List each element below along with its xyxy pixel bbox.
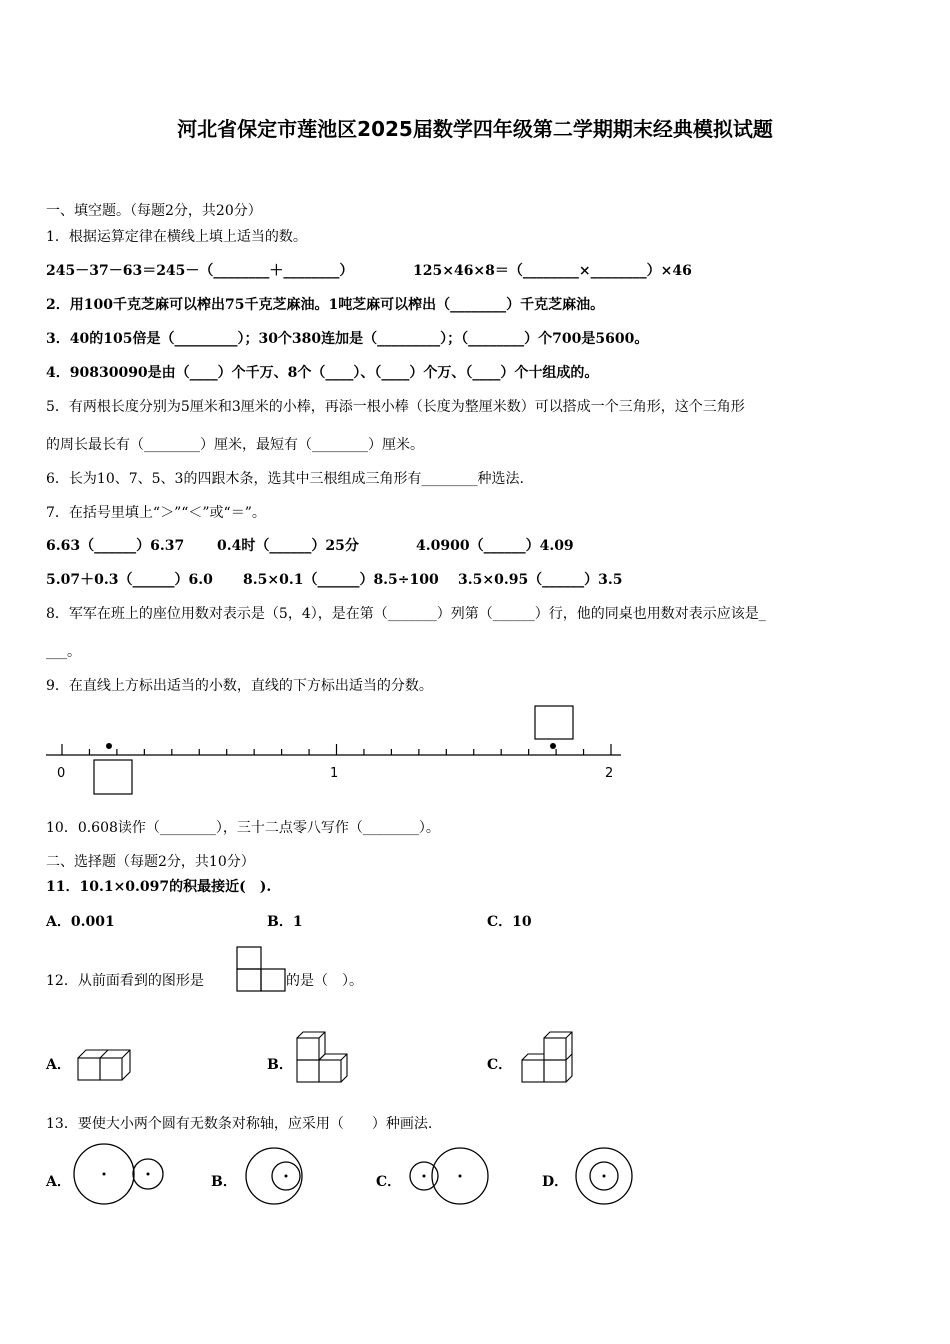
question-6: 6．长为10、7、5、3的四跟木条，选其中三根组成三角形有________种选法. bbox=[46, 471, 524, 487]
question-1: 1．根据运算定律在横线上填上适当的数。 bbox=[46, 229, 307, 245]
question-1b: 125×46×8＝（________×________）×46 bbox=[413, 263, 692, 279]
question-8-line-1: 8．军军在班上的座位用数对表示是（5，4），是在第（_______）列第（______）行，他的同桌也用数对表示应该是_ bbox=[46, 606, 766, 622]
question-12-option-c: C． bbox=[487, 1057, 513, 1073]
question-5-line-1: 5．有两根长度分别为5厘米和3厘米的小棒，再添一根小棒（长度为整厘米数）可以搭成一个三角形，这个三角形 bbox=[46, 399, 745, 415]
question-4: 4．90830090是由（____）个千万、8个（____）、（____）个万、（____）个十组成的。 bbox=[46, 365, 599, 381]
section-2-header: 二、选择题（每题2分，共10分） bbox=[46, 854, 255, 870]
question-11-option-a: A．0.001 bbox=[46, 914, 115, 930]
question-7-item: 3.5×0.95（______）3.5 bbox=[458, 572, 623, 588]
question-13-option-a: A． bbox=[46, 1174, 71, 1190]
question-11-option-b: B．1 bbox=[267, 914, 303, 930]
section-1-header: 一、填空题。（每题2分，共20分） bbox=[46, 203, 262, 219]
front-view-shape bbox=[234, 946, 286, 994]
question-13: 13．要使大小两个圆有无数条对称轴，应采用（ ）种画法. bbox=[46, 1116, 433, 1132]
option-d-circles bbox=[574, 1146, 638, 1210]
question-5-line-2: 的周长最长有（________）厘米，最短有（________）厘米。 bbox=[46, 437, 424, 453]
question-12-option-a: A． bbox=[46, 1057, 71, 1073]
question-7-item: 4.0900（______）4.09 bbox=[416, 538, 574, 554]
question-7-item: 8.5×0.1（______）8.5÷100 bbox=[243, 572, 439, 588]
question-1a: 245－37－63＝245－（________＋________） bbox=[46, 263, 354, 279]
option-a-cubes bbox=[76, 1044, 132, 1084]
question-11-option-c: C．10 bbox=[487, 914, 532, 930]
option-c-circles bbox=[408, 1146, 504, 1210]
tick-label-1: 1 bbox=[330, 766, 339, 781]
page-title: 河北省保定市莲池区2025届数学四年级第二学期期末经典模拟试题 bbox=[177, 117, 773, 141]
question-9: 9．在直线上方标出适当的小数，直线的下方标出适当的分数。 bbox=[46, 678, 433, 694]
question-12-option-b: B． bbox=[267, 1057, 293, 1073]
answer-box-top bbox=[535, 706, 573, 739]
point-marker bbox=[106, 743, 112, 749]
tick-label-2: 2 bbox=[605, 766, 614, 781]
number-line-figure bbox=[40, 700, 630, 800]
point-marker bbox=[550, 743, 556, 749]
option-c-cubes bbox=[520, 1030, 574, 1086]
question-8-line-2: ___。 bbox=[46, 644, 81, 660]
question-7-item: 0.4时（______）25分 bbox=[217, 538, 359, 554]
question-3: 3．40的105倍是（_________）；30个380连加是（_________）；（________）个700是5600。 bbox=[46, 331, 649, 347]
question-7: 7．在括号里填上“＞”“＜”或“＝”。 bbox=[46, 505, 266, 521]
option-b-cubes bbox=[295, 1030, 349, 1086]
question-10: 10．0.608读作（________），三十二点零八写作（________）。 bbox=[46, 820, 440, 836]
answer-box-bottom bbox=[94, 760, 132, 794]
question-2: 2．用100千克芝麻可以榨出75千克芝麻油。1吨芝麻可以榨出（________）千克芝麻油。 bbox=[46, 297, 605, 313]
question-7-item: 6.63（______）6.37 bbox=[46, 538, 185, 554]
question-12-text-end: 的是（ ）。 bbox=[286, 973, 363, 989]
option-a-circles bbox=[72, 1142, 172, 1206]
question-11: 11．10.1×0.097的积最接近( ). bbox=[46, 879, 272, 895]
question-13-option-d: D． bbox=[542, 1174, 569, 1190]
question-7-item: 5.07＋0.3（______）6.0 bbox=[46, 572, 213, 588]
question-13-option-c: C． bbox=[376, 1174, 402, 1190]
option-b-circles bbox=[244, 1146, 308, 1210]
question-12-text: 12．从前面看到的图形是 bbox=[46, 973, 204, 989]
tick-label-0: 0 bbox=[57, 766, 66, 781]
question-13-option-b: B． bbox=[211, 1174, 237, 1190]
